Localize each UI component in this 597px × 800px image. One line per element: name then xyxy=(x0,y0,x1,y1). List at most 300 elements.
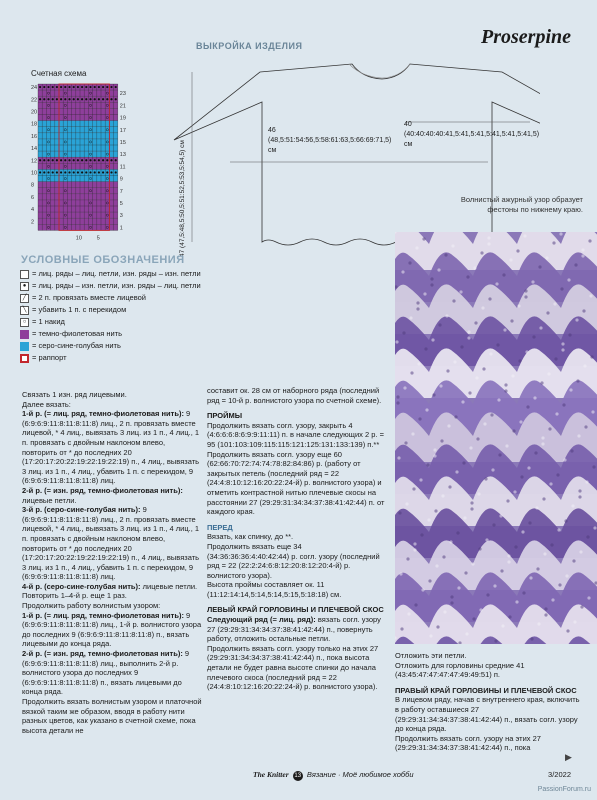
lace-eyelet xyxy=(521,530,524,533)
paragraph xyxy=(207,615,385,644)
lace-eyelet xyxy=(505,444,508,447)
lace-eyelet xyxy=(504,383,507,386)
lace-eyelet xyxy=(508,615,511,618)
chart-row xyxy=(38,90,118,96)
continue-arrow-icon: ▶ xyxy=(565,752,572,762)
lace-eyelet xyxy=(562,403,565,406)
paragraph-text: Продолжить вязать согл. узору на этих 27 (29:29:31:34:34:37:38:41:42:44) п., пока xyxy=(395,733,541,753)
lace-eyelet xyxy=(547,372,550,375)
lace-eyelet xyxy=(539,326,542,329)
purl-stitch xyxy=(77,98,79,100)
lace-eyelet xyxy=(487,242,490,245)
purl-stitch xyxy=(77,159,79,161)
purl-stitch xyxy=(47,159,49,161)
yarn-over-symbol: ○ xyxy=(20,318,29,327)
lace-eyelet xyxy=(553,302,556,305)
purl-stitch xyxy=(102,86,104,88)
lace-eyelet xyxy=(568,333,571,336)
chart-row-number: 16 xyxy=(31,133,38,140)
purl-stitch xyxy=(110,171,112,173)
chart-row xyxy=(38,224,118,230)
section-heading: ПРАВЫЙ КРАЙ ГОРЛОВИНЫ И ПЛЕЧЕВОЙ СКОС xyxy=(395,685,577,695)
purl-stitch xyxy=(115,98,117,100)
chart-row xyxy=(38,115,118,121)
purl-stitch xyxy=(60,159,62,161)
paragraph xyxy=(207,532,385,542)
lace-eyelet xyxy=(509,258,512,261)
paragraph-text: Высота проймы составляет ок. 11 (11:12:14:14,5:14,5:14,5:15,5:18:18) см. xyxy=(207,580,342,599)
lace-eyelet xyxy=(581,254,584,257)
lace-eyelet xyxy=(559,232,562,235)
paragraph-text: Связать 1 изн. ряд лицевыми. xyxy=(22,390,127,399)
paragraph xyxy=(395,661,580,680)
lace-eyelet xyxy=(452,299,455,302)
chart-row xyxy=(38,194,118,200)
lace-eyelet xyxy=(492,523,495,526)
lace-eyelet xyxy=(473,266,476,269)
paragraph-text: составит ок. 28 см от наборного ряда (последний ряд = 10-й р. волнистого узора по счетной схеме). xyxy=(207,386,382,405)
lace-eyelet xyxy=(538,265,541,268)
paragraph-text: 9 (6:9:6:9:11:8:11:8:11:8) лиц., 2 п. провязать вместе лицевой, * 4 лиц., вывязать 3 лиц. из 1 п., 4 лиц., 1 п. провязать с двойным наклоном влево, повторить от * до последних 20 (17:20:17:20:22:19:22:19:22:19) п., 4 лиц., вывязать 3 лиц. из 1 п., 4 лиц., убавить 1 п. с перекидом, 9 (6:9:6:9:11:8:11:8:11:8) лиц. xyxy=(22,409,200,486)
lace-eyelet xyxy=(593,526,596,529)
lace-eyelet xyxy=(415,246,418,249)
paragraph xyxy=(207,542,385,580)
purl-stitch xyxy=(64,159,66,161)
paragraph xyxy=(395,734,580,753)
legend-title: УСЛОВНЫЕ ОБОЗНАЧЕНИЯ xyxy=(21,254,185,266)
lace-eyelet xyxy=(480,251,483,254)
chart-row-number: 21 xyxy=(119,103,126,110)
purl-stitch xyxy=(106,171,108,173)
lace-eyelet xyxy=(573,620,576,623)
lace-eyelet xyxy=(450,595,453,598)
height-dimension: 47 (47,5:48,5:50,5:51:52,5:53,5:54,5) см xyxy=(179,140,186,257)
lace-eyelet xyxy=(482,367,485,370)
legend-item: = лиц. ряды – лиц. петли, изн. ряды – изн. петли xyxy=(20,268,201,280)
lace-eyelet xyxy=(577,434,580,437)
chart-row-number: 13 xyxy=(119,152,126,159)
lace-eyelet xyxy=(564,519,567,522)
section-heading: ПРОЙМЫ xyxy=(207,411,243,421)
lace-eyelet xyxy=(440,439,443,442)
lace-eyelet xyxy=(397,456,400,459)
row-label: 3-й р. (серо-сине-голубая нить): xyxy=(22,505,141,515)
chart-row-number: 3 xyxy=(119,213,123,220)
row-label: 4-й р. (серо-сине-голубая нить): xyxy=(22,581,141,591)
purl-stitch xyxy=(106,98,108,100)
purl-stitch xyxy=(94,159,96,161)
purl-stitch xyxy=(56,171,58,173)
lace-eyelet xyxy=(427,518,430,521)
lace-eyelet xyxy=(484,477,487,480)
purl-stitch xyxy=(115,171,117,173)
purl-stitch xyxy=(56,86,58,88)
lace-eyelet xyxy=(592,465,595,468)
lace-eyelet xyxy=(424,347,427,350)
paragraph xyxy=(207,421,385,450)
lace-eyelet xyxy=(459,290,462,293)
chart-row xyxy=(38,188,118,194)
lace-eyelet xyxy=(513,490,516,493)
purl-stitch xyxy=(60,86,62,88)
lace-eyelet xyxy=(496,343,499,346)
chart-row-number: 20 xyxy=(31,109,38,116)
lace-eyelet xyxy=(488,297,491,300)
purl-stitch xyxy=(64,98,66,100)
lace-eyelet xyxy=(445,314,448,317)
issue-number: 3/2022 xyxy=(548,770,571,779)
lace-eyelet xyxy=(510,319,513,322)
lace-eyelet xyxy=(414,603,417,606)
lace-eyelet xyxy=(447,424,450,427)
paragraph xyxy=(22,601,202,611)
lace-eyelet xyxy=(557,528,560,531)
lace-eyelet xyxy=(590,355,593,358)
purl-stitch xyxy=(52,98,54,100)
chart-row-number: 17 xyxy=(119,127,126,134)
legend-item: ╲ = убавить 1 п. с перекидом xyxy=(20,304,201,316)
sleeve-dimension: 40 (40:40:40:40:41,5:41,5:41,5:41,5:41,5:41,5) см xyxy=(404,121,540,148)
chart-row-number: 12 xyxy=(31,158,38,165)
purl-stitch xyxy=(52,86,54,88)
chart-row-number: 22 xyxy=(31,97,38,104)
paragraph-text: Далее вязать: xyxy=(22,399,71,409)
purl-stitch xyxy=(81,86,83,88)
lace-eyelet xyxy=(489,352,492,355)
chart-row xyxy=(38,163,118,169)
lace-eyelet xyxy=(486,593,489,596)
lace-eyelet xyxy=(570,449,573,452)
lace-eyelet xyxy=(493,584,496,587)
chart-row-number: 5 xyxy=(119,201,123,207)
lace-eyelet xyxy=(405,502,408,505)
legend-item: ○ = 1 накид xyxy=(20,316,201,328)
lace-eyelet xyxy=(528,521,531,524)
lace-eyelet xyxy=(431,338,434,341)
lace-eyelet xyxy=(470,507,473,510)
lace-eyelet xyxy=(534,451,537,454)
lace-eyelet xyxy=(477,492,480,495)
legend xyxy=(20,268,201,364)
lace-eyelet xyxy=(413,542,416,545)
lace-eyelet xyxy=(466,275,469,278)
lace-eyelet xyxy=(450,601,453,604)
lace-eyelet xyxy=(587,596,590,599)
chart-row xyxy=(38,182,118,188)
chart-row-number: 10 xyxy=(31,170,38,177)
chart-row-number: 15 xyxy=(119,140,126,146)
purl-stitch xyxy=(115,159,117,161)
lace-eyelet xyxy=(425,408,428,411)
chart-row-number: 6 xyxy=(31,194,35,201)
paragraph xyxy=(207,580,385,599)
lace-eyelet xyxy=(491,468,494,471)
photo-caption: Волнистый ажурный узор образует фестоны по нижнему краю. xyxy=(460,195,583,214)
purl-stitch xyxy=(98,98,100,100)
purl-stitch xyxy=(39,159,41,161)
chart-row-number: 9 xyxy=(119,176,123,183)
purl-stitch xyxy=(68,171,70,173)
lace-eyelet xyxy=(523,234,526,237)
lace-eyelet xyxy=(537,622,540,625)
lace-eyelet xyxy=(527,466,530,469)
section-heading: ЛЕВЫЙ КРАЙ ГОРЛОВИНЫ И ПЛЕЧЕВОЙ СКОС xyxy=(207,605,384,615)
magazine-name: The Knitter xyxy=(253,770,289,779)
lace-eyelet xyxy=(504,389,507,392)
lace-eyelet xyxy=(535,506,538,509)
purl-stitch xyxy=(110,98,112,100)
lace-eyelet xyxy=(433,454,436,457)
lace-eyelet xyxy=(541,442,544,445)
lace-eyelet xyxy=(567,278,570,281)
lace-eyelet xyxy=(451,244,454,247)
purl-stitch xyxy=(85,86,87,88)
lace-eyelet xyxy=(580,605,583,608)
page-number: 13 xyxy=(294,773,302,779)
lace-eyelet xyxy=(417,362,420,365)
page-title: Proserpine xyxy=(481,26,571,48)
purl-stitch xyxy=(85,98,87,100)
paragraph xyxy=(22,649,202,697)
paragraph xyxy=(22,390,202,400)
purl-stitch xyxy=(39,98,41,100)
paragraph xyxy=(207,450,385,517)
purl-stitch xyxy=(89,86,91,88)
lace-eyelet xyxy=(497,398,500,401)
purl-stitch xyxy=(73,98,75,100)
lace-eyelet xyxy=(548,427,551,430)
lace-eyelet xyxy=(529,576,532,579)
lace-eyelet xyxy=(551,598,554,601)
purl-stitch xyxy=(73,86,75,88)
chart-row xyxy=(38,108,118,114)
purl-stitch xyxy=(77,171,79,173)
paragraph-text: Вязать, как спинку, до **. xyxy=(207,532,294,542)
lace-eyelet xyxy=(506,499,509,502)
lace-eyelet xyxy=(574,263,577,266)
lace-eyelet xyxy=(563,458,566,461)
paragraph-text: вязать согл. узору 27 (29:29:31:34:34:37:38:41:42:44) п., повернуть работу, отложить остальные петли. xyxy=(207,615,381,644)
lace-eyelet xyxy=(585,480,588,483)
purl-stitch xyxy=(106,159,108,161)
lace-eyelet xyxy=(514,545,517,548)
lace-eyelet xyxy=(558,583,561,586)
lace-eyelet xyxy=(501,624,504,627)
lace-eyelet xyxy=(436,625,439,628)
lace-eyelet xyxy=(479,608,482,611)
lace-eyelet xyxy=(438,323,441,326)
lace-eyelet xyxy=(454,415,457,418)
lace-eyelet xyxy=(576,379,579,382)
blue-yarn-swatch xyxy=(20,342,29,351)
paragraph-text: Продолжить работу волнистым узором: xyxy=(22,601,161,611)
lace-eyelet xyxy=(516,249,519,252)
paragraph-text: Продолжить вязать еще 34 (34:36:36:36:4:40:42:44) р. согл. узору (последний ряд = 22 (22:2:24:6:8:12:20:8:12:20:4-й) р. волнистого узора). xyxy=(207,541,380,580)
lace-eyelet xyxy=(444,253,447,256)
lace-eyelet xyxy=(403,386,406,389)
purl-stitch xyxy=(47,171,49,173)
purl-stitch xyxy=(39,86,41,88)
lace-eyelet xyxy=(530,637,533,640)
row-label: 1-й р. (= лиц. ряд, темно-фиолетовая нить): xyxy=(22,610,184,620)
lace-eyelet xyxy=(545,256,548,259)
lace-eyelet xyxy=(490,413,493,416)
lace-eyelet xyxy=(565,574,568,577)
lace-eyelet xyxy=(485,538,488,541)
lace-eyelet xyxy=(433,448,436,451)
lace-eyelet xyxy=(419,478,422,481)
lace-eyelet xyxy=(512,429,515,432)
paragraph xyxy=(22,611,202,649)
chart-row xyxy=(38,200,118,206)
purl-stitch xyxy=(85,159,87,161)
lace-eyelet xyxy=(544,613,547,616)
lace-eyelet xyxy=(416,301,419,304)
lace-eyelet xyxy=(462,461,465,464)
lace-eyelet xyxy=(442,555,445,558)
lace-eyelet xyxy=(542,497,545,500)
lace-eyelet xyxy=(525,350,528,353)
lace-eyelet xyxy=(536,567,539,570)
lace-eyelet xyxy=(572,559,575,562)
lace-eyelet xyxy=(456,531,459,534)
purl-stitch xyxy=(102,98,104,100)
lace-eyelet xyxy=(448,485,451,488)
lace-eyelet xyxy=(401,270,404,273)
lace-eyelet xyxy=(408,261,411,264)
lace-eyelet xyxy=(446,369,449,372)
lace-eyelet xyxy=(575,318,578,321)
lace-eyelet xyxy=(422,237,425,240)
purl-stitch xyxy=(52,171,54,173)
purl-stitch xyxy=(47,86,49,88)
lace-eyelet xyxy=(571,504,574,507)
purl-stitch xyxy=(94,98,96,100)
lace-eyelet xyxy=(588,239,591,242)
purl-stitch xyxy=(89,159,91,161)
lace-eyelet xyxy=(469,446,472,449)
lace-eyelet xyxy=(460,345,463,348)
paragraph xyxy=(22,697,202,735)
purl-stitch xyxy=(98,171,100,173)
paragraph-text: Отложить эти петли. xyxy=(395,651,467,660)
paragraph xyxy=(22,486,202,505)
legend-item: ╱ = 2 п. провязать вместе лицевой xyxy=(20,292,201,304)
lace-eyelet xyxy=(476,437,479,440)
lace-eyelet xyxy=(552,241,555,244)
purl-stitch xyxy=(68,86,70,88)
purl-stitch xyxy=(64,86,66,88)
k2tog-symbol: ╱ xyxy=(20,294,29,303)
ssk-symbol: ╲ xyxy=(20,306,29,315)
lace-eyelet xyxy=(455,470,458,473)
lace-eyelet xyxy=(432,393,435,396)
lace-eyelet xyxy=(412,487,415,490)
lace-eyelet xyxy=(582,309,585,312)
purple-yarn-swatch xyxy=(20,330,29,339)
purl-stitch xyxy=(39,171,41,173)
chart-row-number: 8 xyxy=(31,182,35,189)
lace-eyelet xyxy=(507,560,510,563)
paragraph-text: 9 (6:9:6:9:11:8:11:8:11:8) лиц., выполнить 2-й р. волнистого узора до последних 9 (6:9:6:9:11:8:11:8:11:8) п., вязать лицевыми до конца ряда. xyxy=(22,649,190,697)
lace-eyelet xyxy=(421,588,424,591)
chart-row xyxy=(38,127,118,133)
lace-eyelet xyxy=(522,591,525,594)
paragraph-text: Продолжить вязать согл. узору только на этих 27 (29:29:31:34:34:37:38:41:42:44) п., пока высота детали не будет равна высоте спинки до начала плечевого скоса (последний ряд = 22 (24:4:8:10:12:16:20:22:24-й) р. волнистого узора). xyxy=(207,643,379,692)
lace-eyelet xyxy=(407,612,410,615)
lace-eyelet xyxy=(474,321,477,324)
pattern-title: ВЫКРОЙКА ИЗДЕЛИЯ xyxy=(196,41,303,51)
paragraph-text: лицевые петли. xyxy=(140,581,198,591)
lace-eyelet xyxy=(578,495,581,498)
chest-dimension: 46 (48,5:51:54:56,5:58:61:63,5:66:69:71,5) см xyxy=(268,127,392,154)
lace-eyelet xyxy=(526,405,529,408)
instructions-column-3 xyxy=(395,651,580,753)
legend-item: = серо-сине-голубая нить xyxy=(20,340,201,352)
chart-row-number: 7 xyxy=(119,188,123,195)
lace-eyelet xyxy=(426,463,429,466)
chart-row-number: 11 xyxy=(119,164,126,171)
lace-eyelet xyxy=(524,295,527,298)
chart-row-number: 24 xyxy=(31,85,38,92)
lace-eyelet xyxy=(441,494,444,497)
paragraph xyxy=(395,695,580,733)
chart-row xyxy=(38,121,118,127)
purl-stitch xyxy=(43,159,45,161)
lace-eyelet xyxy=(556,473,559,476)
chart-row-number: 1 xyxy=(119,225,123,232)
lace-eyelet xyxy=(550,543,553,546)
lace-eyelet xyxy=(468,391,471,394)
lace-eyelet xyxy=(500,569,503,572)
lace-eyelet xyxy=(461,400,464,403)
lace-eyelet xyxy=(396,401,399,404)
lace-eyelet xyxy=(579,550,582,553)
purl-stitch xyxy=(89,171,91,173)
chart-column-number: 5 xyxy=(96,235,100,240)
lace-eyelet xyxy=(554,357,557,360)
paragraph-text: Продолжить вязать согл. узору, закрыть 4 (4:6:6:6:8:6:9:9:11:11) п. в начале следующих 2 р. = 95 (101:103:109:115:115:121:125:131:133:139) п.** xyxy=(207,420,384,449)
chart-row xyxy=(38,102,118,108)
lace-eyelet xyxy=(457,586,460,589)
purl-stitch xyxy=(60,98,62,100)
lace-eyelet xyxy=(416,307,419,310)
purl-stitch xyxy=(106,86,108,88)
lace-eyelet xyxy=(503,328,506,331)
lace-eyelet xyxy=(465,632,468,635)
chart-row-number: 18 xyxy=(31,121,38,128)
lace-eyelet xyxy=(555,412,558,415)
lace-eyelet xyxy=(499,514,502,517)
row-label: 2-й р. (= изн. ряд, темно-фиолетовая нить): xyxy=(22,649,183,659)
lace-eyelet xyxy=(464,571,467,574)
lace-eyelet xyxy=(520,475,523,478)
lace-eyelet xyxy=(434,509,437,512)
knitting-chart xyxy=(31,80,131,240)
chart-row xyxy=(38,151,118,157)
purl-stitch xyxy=(43,86,45,88)
lace-eyelet xyxy=(400,627,403,630)
lace-eyelet xyxy=(532,335,535,338)
lace-eyelet xyxy=(430,277,433,280)
lace-eyelet xyxy=(471,562,474,565)
chart-row xyxy=(38,139,118,145)
magazine-subtitle: Вязание · Моё любимое хобби xyxy=(306,770,414,779)
purl-stitch xyxy=(115,86,117,88)
watermark: PassionForum.ru xyxy=(537,786,591,793)
footer xyxy=(0,770,597,784)
lace-eyelet xyxy=(404,441,407,444)
